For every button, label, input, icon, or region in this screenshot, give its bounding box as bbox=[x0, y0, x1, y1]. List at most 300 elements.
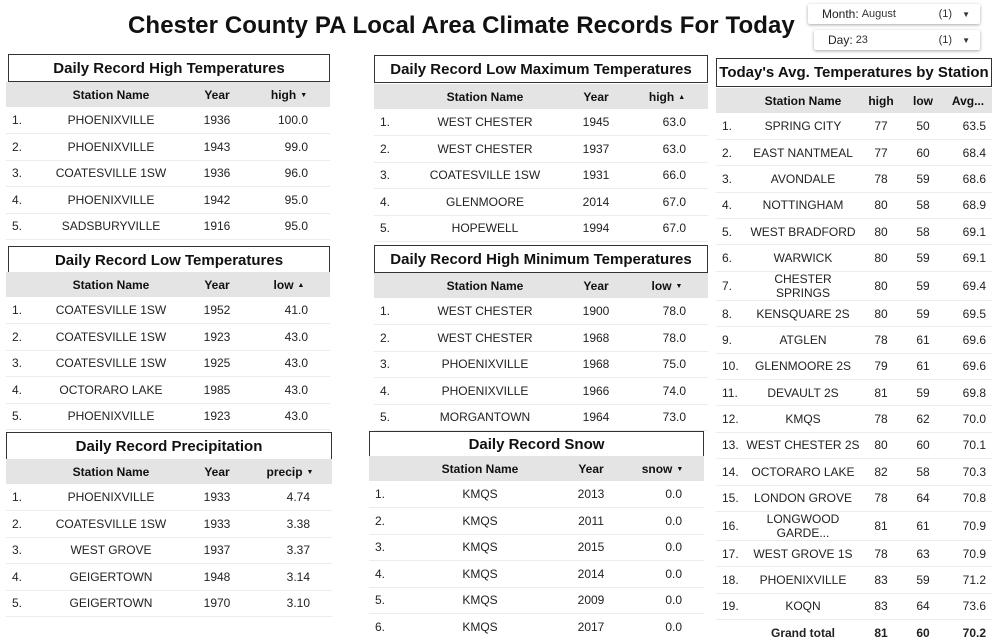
record-low-max-title: Daily Record Low Maximum Temperatures bbox=[374, 55, 708, 83]
record-value: 43.0 bbox=[248, 403, 330, 430]
record-value: 78.0 bbox=[626, 325, 708, 352]
table-row bbox=[6, 107, 330, 134]
low-value: 59 bbox=[902, 300, 944, 326]
col-station-name[interactable]: Station Name bbox=[399, 456, 561, 481]
record-low-title: Daily Record Low Temperatures bbox=[8, 246, 330, 274]
row-index: 18. bbox=[716, 567, 746, 593]
col-station-name[interactable]: Station Name bbox=[746, 88, 860, 113]
station-name: EAST NANTMEAL bbox=[746, 139, 860, 165]
table-row bbox=[369, 534, 704, 561]
avg-value: 70.3 bbox=[944, 459, 992, 485]
table-row bbox=[374, 351, 708, 378]
low-value: 63 bbox=[902, 540, 944, 566]
station-name: KMQS bbox=[399, 508, 561, 535]
sort-descending-icon[interactable]: ▼ bbox=[675, 282, 683, 290]
record-high-title: Daily Record High Temperatures bbox=[8, 54, 330, 82]
record-value: 96.0 bbox=[248, 160, 330, 187]
year-value: 1933 bbox=[186, 484, 248, 511]
low-value: 58 bbox=[902, 219, 944, 245]
high-value: 80 bbox=[860, 219, 902, 245]
station-name: ATGLEN bbox=[746, 327, 860, 353]
day-filter-label: Day: bbox=[828, 33, 853, 47]
table-row bbox=[6, 537, 332, 564]
table-row bbox=[6, 403, 330, 430]
record-value: 95.0 bbox=[248, 187, 330, 214]
avg-value: 69.1 bbox=[944, 245, 992, 271]
table-row bbox=[716, 459, 992, 485]
high-value: 81 bbox=[860, 511, 902, 540]
col-index bbox=[374, 84, 404, 109]
low-value: 61 bbox=[902, 327, 944, 353]
low-value: 58 bbox=[902, 192, 944, 218]
low-value: 58 bbox=[902, 459, 944, 485]
col-year[interactable]: Year bbox=[186, 82, 248, 107]
col-value-sorted[interactable] bbox=[626, 84, 708, 109]
station-name: PHOENIXVILLE bbox=[36, 484, 186, 511]
table-row bbox=[6, 511, 332, 538]
year-value: 1964 bbox=[566, 404, 626, 431]
year-value: 1900 bbox=[566, 298, 626, 325]
station-name: OCTORARO LAKE bbox=[746, 459, 860, 485]
record-value: 3.38 bbox=[248, 511, 332, 538]
table-row bbox=[6, 134, 330, 161]
col-index bbox=[6, 82, 36, 107]
station-name: SPRING CITY bbox=[746, 113, 860, 139]
station-name: PHOENIXVILLE bbox=[404, 378, 566, 405]
table-row bbox=[6, 377, 330, 404]
low-value: 64 bbox=[902, 485, 944, 511]
year-value: 1923 bbox=[186, 403, 248, 430]
col-station-name[interactable]: Station Name bbox=[404, 273, 566, 298]
row-index: 2. bbox=[6, 511, 36, 538]
table-row bbox=[6, 187, 330, 214]
year-value: 2009 bbox=[561, 587, 621, 614]
year-value: 1923 bbox=[186, 324, 248, 351]
row-index: 15. bbox=[716, 485, 746, 511]
row-index: 2. bbox=[369, 508, 399, 535]
row-index: 12. bbox=[716, 406, 746, 432]
station-name: WEST CHESTER bbox=[404, 298, 566, 325]
avg-value: 70.9 bbox=[944, 511, 992, 540]
table-row bbox=[716, 380, 992, 406]
record-high-min-table bbox=[374, 273, 708, 431]
row-index: 5. bbox=[374, 404, 404, 431]
avg-value: 63.5 bbox=[944, 113, 992, 139]
avg-temps-title: Today's Avg. Temperatures by Station bbox=[716, 58, 992, 87]
col-value-label: precip bbox=[266, 464, 303, 479]
table-row bbox=[6, 484, 332, 511]
record-value: 0.0 bbox=[621, 534, 704, 561]
table-row bbox=[716, 593, 992, 619]
record-precip-title: Daily Record Precipitation bbox=[6, 432, 332, 460]
row-index: 5. bbox=[6, 403, 36, 430]
col-value-label: low bbox=[273, 277, 294, 292]
station-name: KENSQUARE 2S bbox=[746, 300, 860, 326]
avg-value: 69.4 bbox=[944, 271, 992, 300]
table-row bbox=[369, 587, 704, 614]
table-row bbox=[716, 271, 992, 300]
table-row bbox=[6, 564, 332, 591]
year-value: 1948 bbox=[186, 564, 248, 591]
table-row bbox=[716, 219, 992, 245]
high-value: 80 bbox=[860, 300, 902, 326]
col-year[interactable]: Year bbox=[186, 459, 248, 484]
station-name: WEST CHESTER 2S bbox=[746, 432, 860, 458]
col-value-label: snow bbox=[641, 461, 673, 476]
row-index: 4. bbox=[716, 192, 746, 218]
year-value: 1916 bbox=[186, 213, 248, 240]
record-value: 78.0 bbox=[626, 298, 708, 325]
table-row bbox=[716, 353, 992, 379]
station-name: WEST CHESTER bbox=[404, 325, 566, 352]
table-row bbox=[374, 298, 708, 325]
station-name: GEIGERTOWN bbox=[36, 564, 186, 591]
station-name: PHOENIXVILLE bbox=[404, 351, 566, 378]
col-avg[interactable]: Avg... bbox=[944, 88, 992, 113]
record-value: 75.0 bbox=[626, 351, 708, 378]
table-row bbox=[6, 297, 330, 324]
col-value-sorted[interactable] bbox=[626, 273, 708, 298]
table-row bbox=[374, 136, 708, 163]
high-value: 78 bbox=[860, 327, 902, 353]
row-index: 1. bbox=[6, 297, 36, 324]
station-name: OCTORARO LAKE bbox=[36, 377, 186, 404]
avg-temps-table bbox=[716, 88, 992, 637]
station-name: GEIGERTOWN bbox=[36, 590, 186, 617]
station-name: KMQS bbox=[399, 481, 561, 508]
station-name: PHOENIXVILLE bbox=[36, 403, 186, 430]
low-value: 59 bbox=[902, 380, 944, 406]
record-high-min-title: Daily Record High Minimum Temperatures bbox=[374, 245, 708, 273]
table-row bbox=[716, 485, 992, 511]
avg-value: 69.6 bbox=[944, 353, 992, 379]
high-value: 83 bbox=[860, 593, 902, 619]
row-index: 1. bbox=[369, 481, 399, 508]
year-value: 2015 bbox=[561, 534, 621, 561]
row-index: 5. bbox=[716, 219, 746, 245]
station-name: LONDON GROVE bbox=[746, 485, 860, 511]
record-value: 3.37 bbox=[248, 537, 332, 564]
record-high-table bbox=[6, 82, 330, 240]
table-row bbox=[374, 378, 708, 405]
col-index bbox=[6, 459, 36, 484]
row-index: 2. bbox=[6, 134, 36, 161]
col-index bbox=[716, 88, 746, 113]
row-index: 5. bbox=[6, 590, 36, 617]
station-name: GLENMOORE bbox=[404, 189, 566, 216]
station-name: PHOENIXVILLE bbox=[36, 107, 186, 134]
day-filter[interactable] bbox=[814, 30, 980, 50]
record-value: 63.0 bbox=[626, 136, 708, 163]
col-year[interactable]: Year bbox=[566, 273, 626, 298]
sort-descending-icon[interactable]: ▼ bbox=[676, 465, 684, 473]
station-name: WEST CHESTER bbox=[404, 109, 566, 136]
col-value-sorted[interactable] bbox=[248, 459, 332, 484]
avg-value: 69.1 bbox=[944, 219, 992, 245]
record-value: 100.0 bbox=[248, 107, 330, 134]
station-name: WARWICK bbox=[746, 245, 860, 271]
record-value: 3.10 bbox=[248, 590, 332, 617]
low-value: 59 bbox=[902, 166, 944, 192]
record-value: 3.14 bbox=[248, 564, 332, 591]
table-row bbox=[374, 162, 708, 189]
avg-value: 70.8 bbox=[944, 485, 992, 511]
col-value-sorted[interactable] bbox=[248, 272, 330, 297]
row-index: 4. bbox=[374, 378, 404, 405]
high-value: 79 bbox=[860, 353, 902, 379]
page-title: Chester County PA Local Area Climate Records For Today bbox=[128, 12, 795, 39]
low-value: 60 bbox=[916, 626, 930, 637]
low-value: 50 bbox=[902, 113, 944, 139]
station-name: PHOENIXVILLE bbox=[746, 567, 860, 593]
record-value: 74.0 bbox=[626, 378, 708, 405]
low-value: 62 bbox=[902, 406, 944, 432]
station-name: COATESVILLE 1SW bbox=[404, 162, 566, 189]
record-value: 43.0 bbox=[248, 324, 330, 351]
row-index: 7. bbox=[716, 271, 746, 300]
high-value: 78 bbox=[860, 485, 902, 511]
col-value-sorted[interactable] bbox=[621, 456, 704, 481]
col-value-label: low bbox=[651, 278, 672, 293]
row-index: 4. bbox=[6, 564, 36, 591]
table-row bbox=[369, 561, 704, 588]
station-name: WEST GROVE 1S bbox=[746, 540, 860, 566]
row-index: 11. bbox=[716, 380, 746, 406]
station-name: PHOENIXVILLE bbox=[36, 187, 186, 214]
month-filter-count: (1) bbox=[938, 8, 953, 20]
record-snow-table bbox=[369, 456, 704, 637]
record-low-table bbox=[6, 272, 330, 430]
avg-value: 69.5 bbox=[944, 300, 992, 326]
high-value: 78 bbox=[860, 166, 902, 192]
table-row bbox=[6, 590, 332, 617]
month-filter-label: Month: bbox=[822, 7, 859, 21]
station-name: COATESVILLE 1SW bbox=[36, 511, 186, 538]
year-value: 1942 bbox=[186, 187, 248, 214]
col-station-name[interactable]: Station Name bbox=[36, 272, 186, 297]
station-name: WEST CHESTER bbox=[404, 136, 566, 163]
table-row bbox=[6, 350, 330, 377]
year-value: 1985 bbox=[186, 377, 248, 404]
chevron-down-icon: ▼ bbox=[962, 35, 970, 45]
station-name: COATESVILLE 1SW bbox=[36, 350, 186, 377]
avg-value: 70.9 bbox=[944, 540, 992, 566]
row-index: 1. bbox=[374, 298, 404, 325]
row-index: 5. bbox=[6, 213, 36, 240]
station-name: WEST GROVE bbox=[36, 537, 186, 564]
col-index bbox=[369, 456, 399, 481]
avg-value: 70.0 bbox=[944, 406, 992, 432]
row-index: 3. bbox=[6, 350, 36, 377]
row-index: 3. bbox=[374, 351, 404, 378]
year-value: 1937 bbox=[186, 537, 248, 564]
low-value: 64 bbox=[902, 593, 944, 619]
row-index: 1. bbox=[374, 109, 404, 136]
row-index: 4. bbox=[6, 187, 36, 214]
table-row bbox=[716, 113, 992, 139]
record-low-max-table bbox=[374, 84, 708, 242]
year-value: 2014 bbox=[566, 189, 626, 216]
table-row bbox=[716, 245, 992, 271]
record-value: 95.0 bbox=[248, 213, 330, 240]
row-index: 3. bbox=[374, 162, 404, 189]
avg-value: 68.6 bbox=[944, 166, 992, 192]
year-value: 1968 bbox=[566, 325, 626, 352]
station-name: COATESVILLE 1SW bbox=[36, 297, 186, 324]
high-value: 78 bbox=[860, 540, 902, 566]
year-value: 1968 bbox=[566, 351, 626, 378]
col-value-sorted[interactable] bbox=[248, 82, 330, 107]
row-index: 19. bbox=[716, 593, 746, 619]
station-name: KMQS bbox=[399, 534, 561, 561]
station-name: KMQS bbox=[399, 614, 561, 637]
row-index: 3. bbox=[716, 166, 746, 192]
year-value: 1970 bbox=[186, 590, 248, 617]
col-year[interactable]: Year bbox=[186, 272, 248, 297]
row-index: 3. bbox=[6, 160, 36, 187]
table-row bbox=[374, 404, 708, 431]
table-row bbox=[716, 406, 992, 432]
high-value: 80 bbox=[860, 271, 902, 300]
record-value: 0.0 bbox=[621, 561, 704, 588]
grand-total-label: Grand total bbox=[770, 626, 835, 637]
table-row bbox=[374, 215, 708, 242]
table-row bbox=[716, 432, 992, 458]
col-low[interactable]: low bbox=[902, 88, 944, 113]
record-value: 63.0 bbox=[626, 109, 708, 136]
record-value: 41.0 bbox=[248, 297, 330, 324]
col-year[interactable]: Year bbox=[566, 84, 626, 109]
row-index: 8. bbox=[716, 300, 746, 326]
col-value-label: high bbox=[648, 89, 675, 104]
low-value: 61 bbox=[902, 353, 944, 379]
row-index: 14. bbox=[716, 459, 746, 485]
row-index: 2. bbox=[716, 139, 746, 165]
row-index: 9. bbox=[716, 327, 746, 353]
high-value: 82 bbox=[860, 459, 902, 485]
row-index bbox=[716, 620, 746, 637]
year-value: 1936 bbox=[186, 160, 248, 187]
col-station-name[interactable]: Station Name bbox=[404, 84, 566, 109]
record-snow-title: Daily Record Snow bbox=[369, 431, 704, 458]
year-value: 1933 bbox=[186, 511, 248, 538]
record-value: 0.0 bbox=[621, 587, 704, 614]
record-value: 67.0 bbox=[626, 189, 708, 216]
low-value: 59 bbox=[902, 567, 944, 593]
record-value: 43.0 bbox=[248, 350, 330, 377]
sort-descending-icon[interactable]: ▼ bbox=[300, 91, 308, 99]
day-filter-value: 23 bbox=[855, 34, 868, 46]
avg-value: 69.6 bbox=[944, 327, 992, 353]
avg-value: 68.9 bbox=[944, 192, 992, 218]
year-value: 1966 bbox=[566, 378, 626, 405]
year-value: 2014 bbox=[561, 561, 621, 588]
year-value: 1994 bbox=[566, 215, 626, 242]
grand-total-row bbox=[716, 620, 992, 637]
row-index: 16. bbox=[716, 511, 746, 540]
row-index: 1. bbox=[6, 107, 36, 134]
high-value: 80 bbox=[860, 432, 902, 458]
table-row bbox=[374, 325, 708, 352]
sort-ascending-icon[interactable]: ▲ bbox=[297, 281, 305, 289]
high-value: 83 bbox=[860, 567, 902, 593]
table-row bbox=[369, 614, 704, 637]
station-name: COATESVILLE 1SW bbox=[36, 160, 186, 187]
table-row bbox=[716, 192, 992, 218]
row-index: 4. bbox=[6, 377, 36, 404]
station-name: LONGWOOD GARDE... bbox=[746, 511, 860, 540]
row-index: 17. bbox=[716, 540, 746, 566]
table-row bbox=[6, 324, 330, 351]
day-filter-count: (1) bbox=[938, 34, 953, 46]
col-station-name[interactable]: Station Name bbox=[36, 82, 186, 107]
station-name: KMQS bbox=[399, 587, 561, 614]
high-value: 80 bbox=[860, 245, 902, 271]
year-value: 2017 bbox=[561, 614, 621, 637]
row-index: 1. bbox=[6, 484, 36, 511]
station-name: AVONDALE bbox=[746, 166, 860, 192]
table-row bbox=[716, 540, 992, 566]
low-value: 59 bbox=[902, 271, 944, 300]
year-value: 2013 bbox=[561, 481, 621, 508]
record-value: 99.0 bbox=[248, 134, 330, 161]
low-value: 61 bbox=[902, 511, 944, 540]
avg-value: 70.2 bbox=[962, 626, 986, 637]
low-value: 59 bbox=[902, 245, 944, 271]
row-index: 3. bbox=[6, 537, 36, 564]
table-row bbox=[369, 481, 704, 508]
year-value: 1936 bbox=[186, 107, 248, 134]
avg-value: 69.8 bbox=[944, 380, 992, 406]
high-value: 77 bbox=[860, 139, 902, 165]
col-index bbox=[6, 272, 36, 297]
low-value: 60 bbox=[902, 432, 944, 458]
row-index: 6. bbox=[369, 614, 399, 637]
row-index: 5. bbox=[374, 215, 404, 242]
table-row bbox=[6, 213, 330, 240]
table-row bbox=[369, 508, 704, 535]
station-name: KMQS bbox=[399, 561, 561, 588]
year-value: 1952 bbox=[186, 297, 248, 324]
table-row bbox=[374, 109, 708, 136]
high-value: 80 bbox=[860, 192, 902, 218]
table-row bbox=[6, 160, 330, 187]
row-index: 2. bbox=[374, 136, 404, 163]
sort-descending-icon[interactable]: ▼ bbox=[306, 468, 314, 476]
station-name: COATESVILLE 1SW bbox=[36, 324, 186, 351]
row-index: 4. bbox=[369, 561, 399, 588]
table-row bbox=[716, 567, 992, 593]
record-value: 66.0 bbox=[626, 162, 708, 189]
table-row bbox=[716, 327, 992, 353]
station-name: HOPEWELL bbox=[404, 215, 566, 242]
col-high[interactable]: high bbox=[860, 88, 902, 113]
col-index bbox=[374, 273, 404, 298]
table-row bbox=[374, 189, 708, 216]
record-precip-table bbox=[6, 459, 332, 617]
month-filter[interactable] bbox=[808, 4, 980, 24]
row-index: 6. bbox=[716, 245, 746, 271]
sort-ascending-icon[interactable]: ▲ bbox=[678, 93, 686, 101]
year-value: 1945 bbox=[566, 109, 626, 136]
month-filter-value: August bbox=[861, 8, 896, 20]
record-value: 0.0 bbox=[621, 614, 704, 637]
table-row bbox=[716, 139, 992, 165]
avg-value: 70.1 bbox=[944, 432, 992, 458]
col-station-name[interactable]: Station Name bbox=[36, 459, 186, 484]
year-value: 2011 bbox=[561, 508, 621, 535]
col-year[interactable]: Year bbox=[561, 456, 621, 481]
